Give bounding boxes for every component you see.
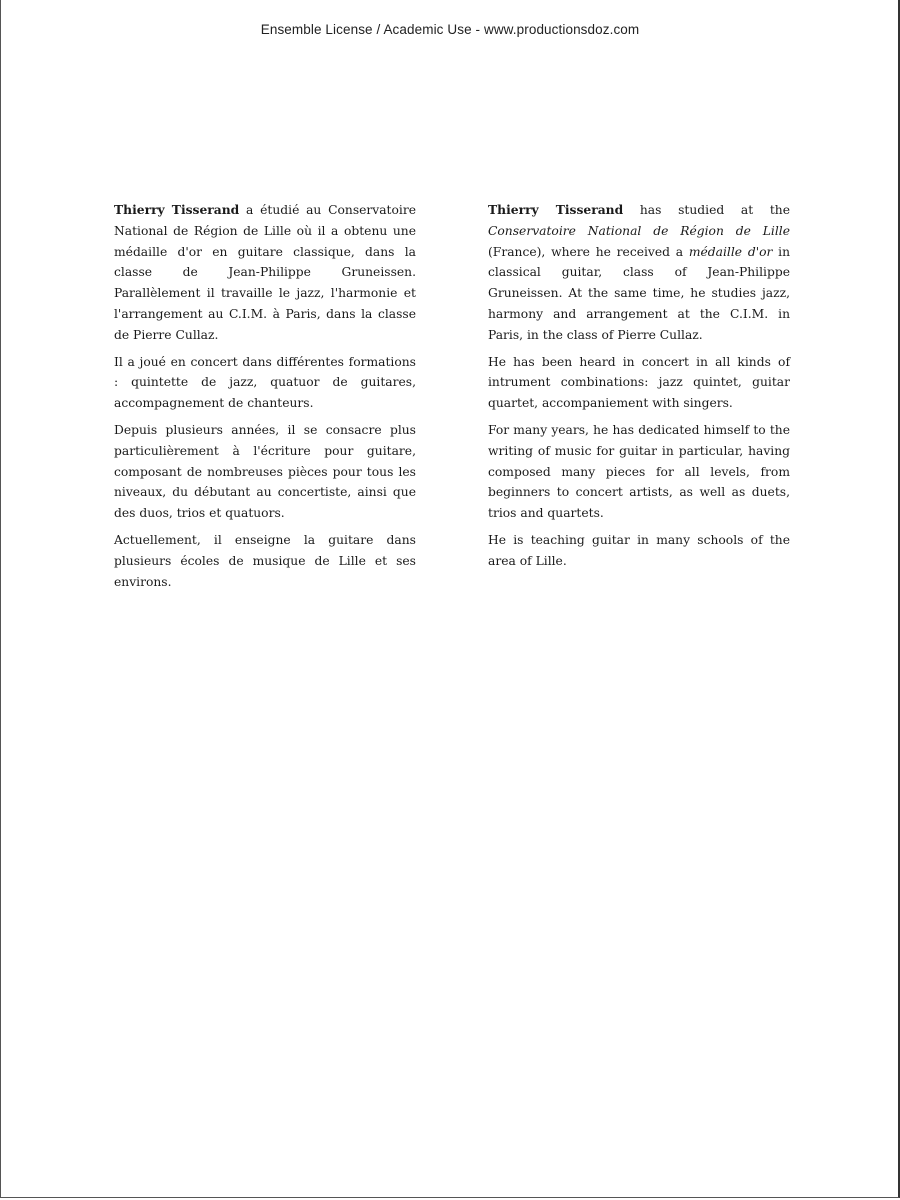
english-author-name: Thierry Tisserand: [488, 202, 624, 217]
english-paragraph-4: He is teaching guitar in many schools of the area of Lille.: [488, 532, 790, 568]
french-paragraph-2: Il a joué en concert dans différentes formations : quintette de jazz, quatuor de guitares, accompagnement de chanteurs.: [114, 354, 416, 411]
english-paragraph-1-text-a: has studied at the: [623, 203, 791, 217]
french-paragraph-3: Depuis plusieurs années, il se consacre plus particulièrement à l'écriture pour guitare, composant de nombreuses pièces pour tous les niveaux, du débutant au concertiste, ainsi que des duos, trios et quatuors.: [114, 422, 416, 521]
english-award-name: médaille d'or: [688, 244, 773, 259]
french-author-name: Thierry Tisserand: [114, 202, 240, 217]
english-biography: [488, 200, 790, 578]
license-header: Ensemble License / Academic Use - www.productionsdoz.com: [260, 22, 640, 37]
french-paragraph-1-text: a étudié au Conservatoire National de Région de Lille où il a obtenu une médaille d'or en guitare classique, dans la classe de Jean-Philippe Gruneissen. Parallèlement il travaille le jazz, l'harmonie et l'arrangement au C.I.M. à Paris, dans la classe de Pierre Cullaz.: [114, 203, 416, 342]
english-paragraph-1-text-b: (France), where he received a: [488, 244, 689, 259]
french-paragraph-4: Actuellement, il enseigne la guitare dans plusieurs écoles de musique de Lille et ses environs.: [114, 532, 416, 589]
english-paragraph-1: [488, 200, 790, 346]
french-biography: [114, 200, 416, 598]
english-paragraph-3: For many years, he has dedicated himself to the writing of music for guitar in particular, having composed many pieces for all levels, from beginners to concert artists, as well as duets, trios and quartets.: [488, 422, 790, 521]
english-paragraph-2: He has been heard in concert in all kinds of intrument combinations: jazz quintet, guitar quartet, accompaniement with singers.: [488, 354, 790, 411]
english-institution-name: Conservatoire National de Région de Lille: [488, 223, 790, 238]
french-paragraph-1: [114, 200, 416, 346]
english-paragraph-1-text-c: in classical guitar, class of Jean-Philippe Gruneissen. At the same time, he studies jazz, harmony and arrangement at the C.I.M. in Paris, in the class of Pierre Cullaz.: [488, 244, 790, 342]
